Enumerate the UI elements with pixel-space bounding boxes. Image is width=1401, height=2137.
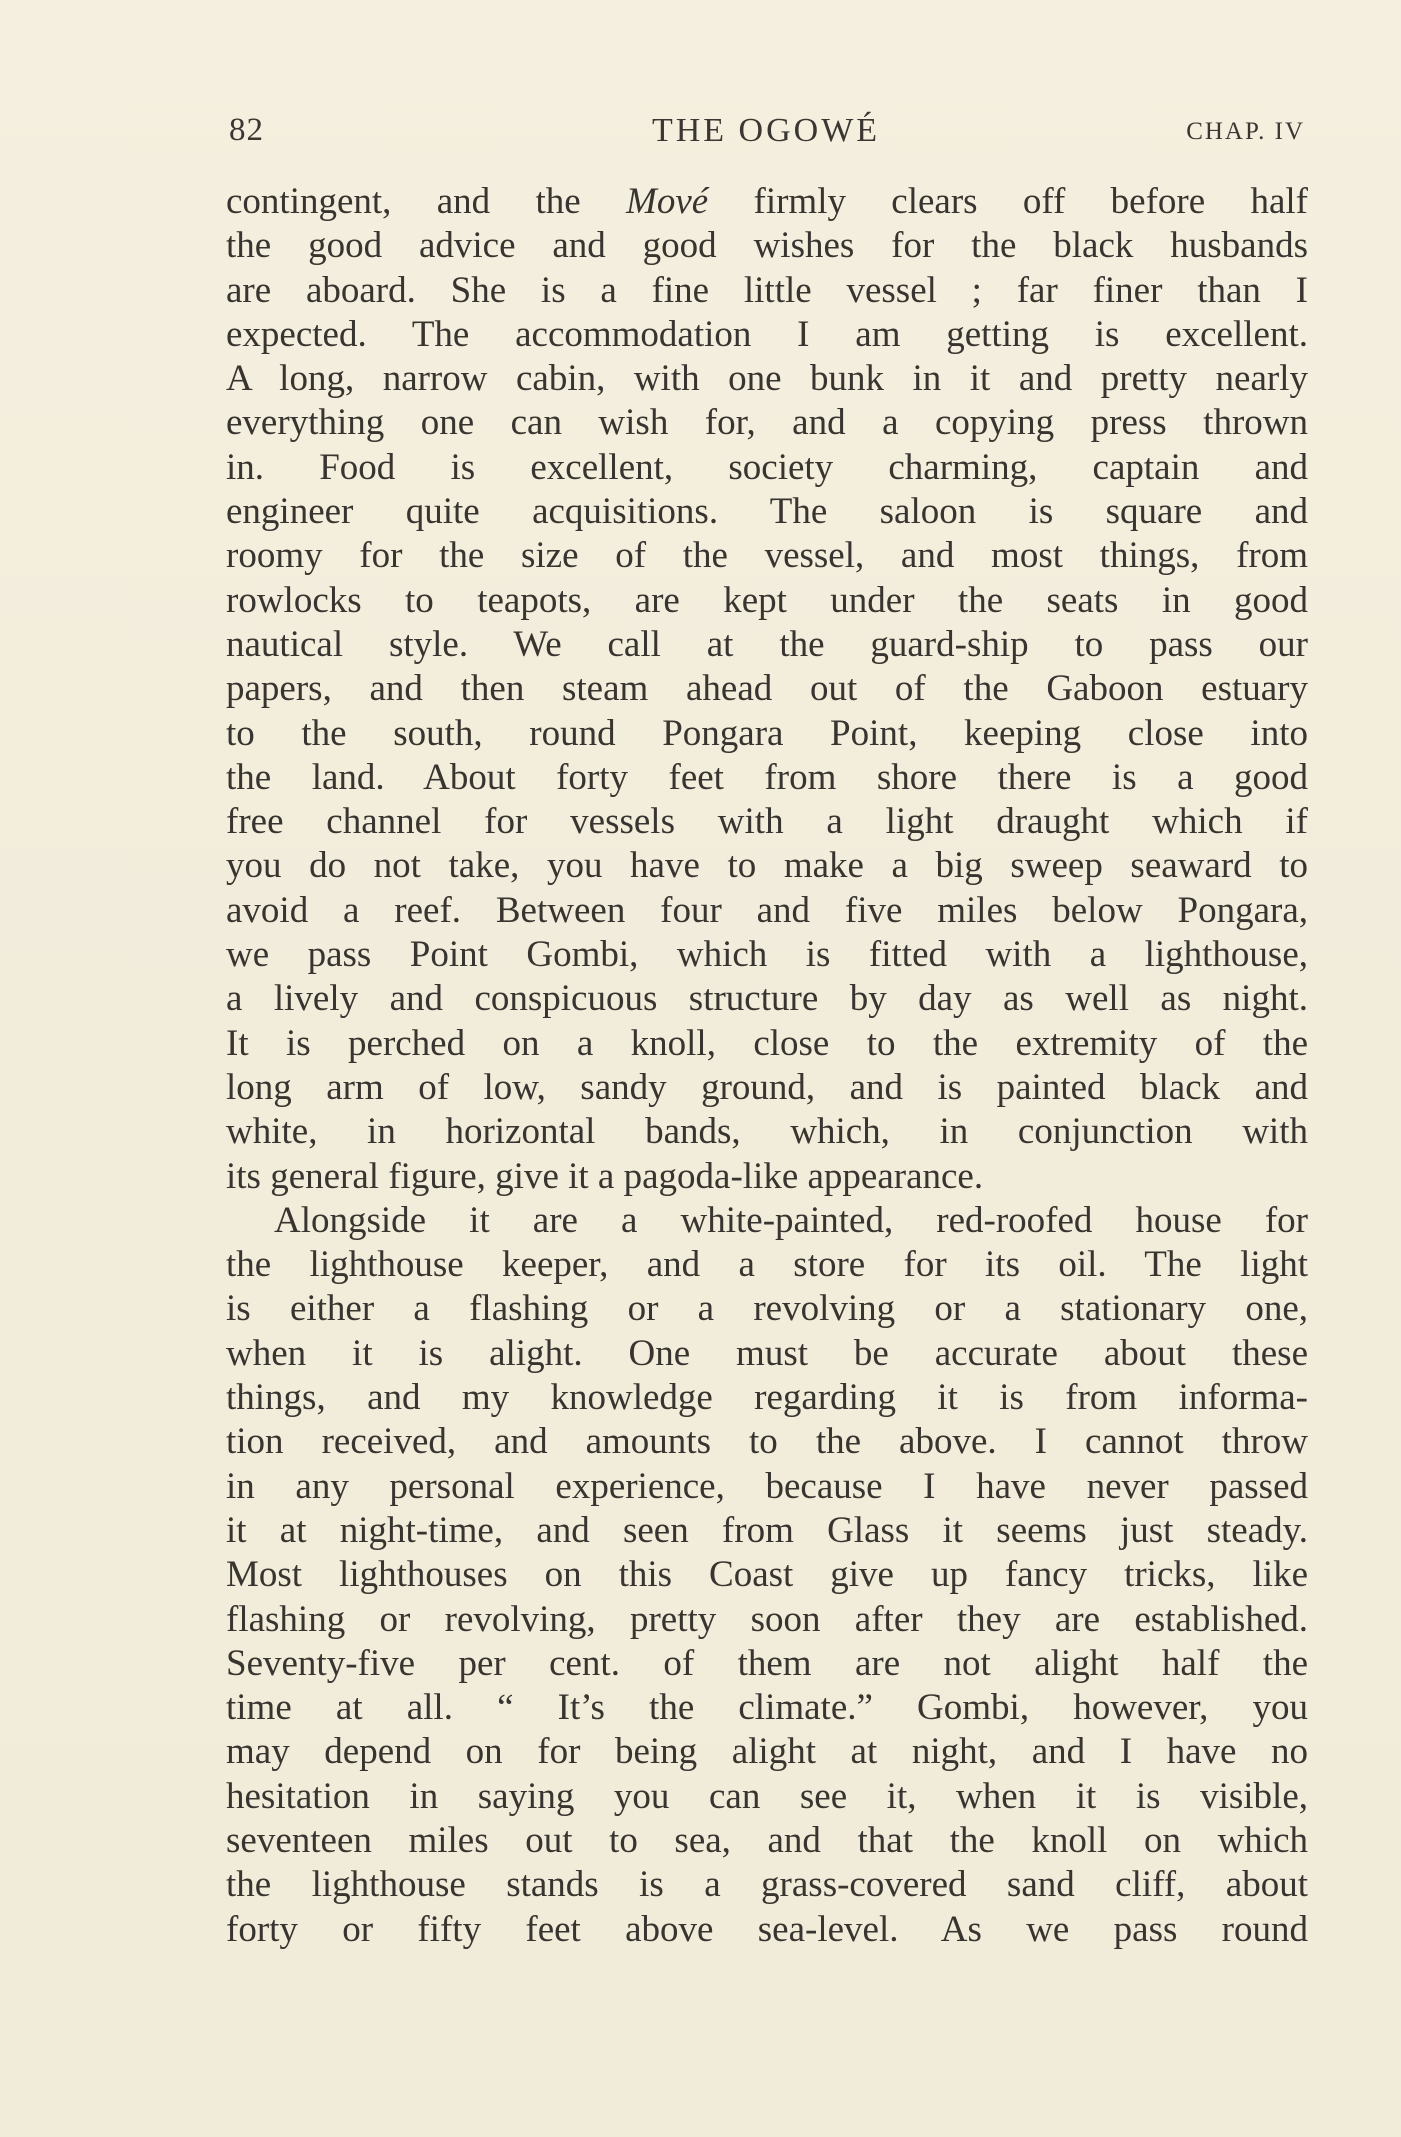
text-line: are aboard. She is a fine little vessel ; far finer than I [226,269,1308,311]
text-line: expected. The accommodation I am getting is excellent. [226,313,1308,355]
text-line: avoid a reef. Between four and five miles below Pongara, [226,889,1308,931]
text-line: you do not take, you have to make a big sweep seaward to [226,845,1308,887]
text-line: forty or fifty feet above sea-level. As we pass round [226,1908,1308,1950]
text-line: free channel for vessels with a light draught which if [226,801,1308,843]
running-header [223,112,1309,162]
text-line: nautical style. We call at the guard-ship to pass our [226,623,1308,665]
text-line: tion received, and amounts to the above. I cannot throw [226,1421,1308,1463]
text-line: things, and my knowledge regarding it is from informa- [226,1377,1308,1419]
text-line: It is perched on a knoll, close to the extremity of the [226,1022,1308,1064]
body-text [226,180,1308,1952]
text-line: hesitation in saying you can see it, when it is visible, [226,1775,1308,1817]
text-line: the lighthouse keeper, and a store for its oil. The light [226,1244,1308,1286]
chapter-label: CHAP. IV [1186,118,1305,145]
text-line: Most lighthouses on this Coast give up fancy tricks, like [226,1554,1308,1596]
text-line: to the south, round Pongara Point, keeping close into [226,712,1308,754]
text-line: we pass Point Gombi, which is fitted with a lighthouse, [226,934,1308,976]
text-segment: contingent, and the [226,181,627,222]
text-segment: firmly clears off before half [708,181,1309,222]
text-line: flashing or revolving, pretty soon after they are established. [226,1598,1308,1640]
text-line [226,180,1308,224]
text-line: it at night-time, and seen from Glass it seems just steady. [226,1509,1308,1551]
text-line: the good advice and good wishes for the black husbands [226,225,1308,267]
text-line: the land. About forty feet from shore there is a good [226,756,1308,798]
text-line: seventeen miles out to sea, and that the knoll on which [226,1819,1308,1861]
text-line: Alongside it are a white-painted, red-roofed house for [274,1199,1308,1241]
text-line: Seventy-five per cent. of them are not alight half the [226,1642,1308,1684]
text-line: in. Food is excellent, society charming, captain and [226,446,1308,488]
text-line: roomy for the size of the vessel, and most things, from [226,535,1308,577]
text-line: may depend on for being alight at night, and I have no [226,1731,1308,1773]
text-line: everything one can wish for, and a copying press thrown [226,402,1308,444]
text-line: the lighthouse stands is a grass-covered sand cliff, about [226,1864,1308,1906]
text-line: rowlocks to teapots, are kept under the seats in good [226,579,1308,621]
text-line: engineer quite acquisitions. The saloon is square and [226,491,1308,533]
text-line: its general figure, give it a pagoda-like appearance. [226,1155,984,1197]
text-line: a lively and conspicuous structure by day as well as night. [226,978,1308,1020]
page-number: 82 [229,112,264,148]
text-line: papers, and then steam ahead out of the Gaboon estuary [226,668,1308,710]
vessel-name: Mové [626,181,709,222]
text-line: is either a flashing or a revolving or a stationary one, [226,1288,1308,1330]
text-line: when it is alight. One must be accurate about these [226,1332,1308,1374]
text-line: time at all. “ It’s the climate.” Gombi, however, you [226,1687,1308,1729]
text-line: A long, narrow cabin, with one bunk in it and pretty nearly [226,358,1308,400]
running-title: THE OGOWÉ [651,112,881,149]
text-line: white, in horizontal bands, which, in conjunction with [226,1111,1308,1153]
text-line: in any personal experience, because I have never passed [226,1465,1308,1507]
text-line: long arm of low, sandy ground, and is painted black and [226,1066,1308,1108]
